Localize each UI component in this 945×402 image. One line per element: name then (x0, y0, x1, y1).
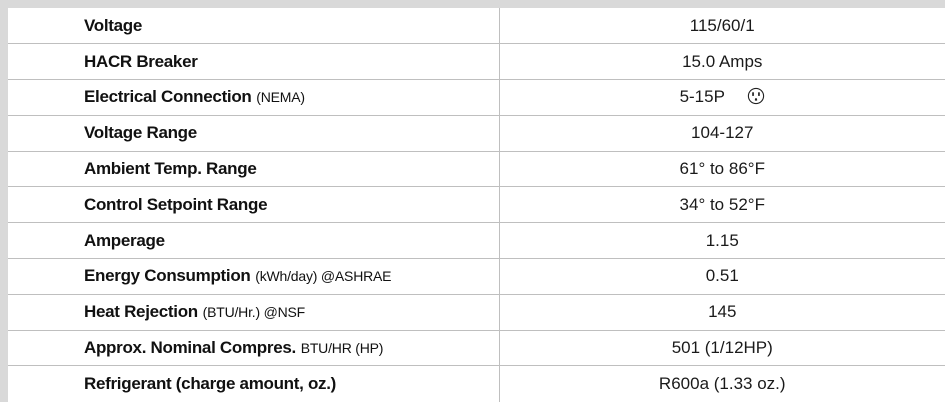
spec-row-ambient-temp-range (8, 151, 945, 187)
spec-label-cell (8, 115, 499, 151)
spec-row-refrigerant (8, 366, 945, 402)
spec-label: HACR Breaker (84, 51, 198, 71)
spec-label-cell (8, 223, 499, 259)
spec-label: Refrigerant (charge amount, oz.) (84, 374, 337, 394)
spec-row-control-setpoint-range (8, 187, 945, 223)
spec-row-heat-rejection (8, 294, 945, 330)
spec-row-voltage (8, 8, 945, 44)
spec-label: Voltage Range (84, 123, 197, 143)
spec-row-voltage-range (8, 115, 945, 151)
spec-label: Control Setpoint Range (84, 194, 268, 214)
spec-label-cell (8, 151, 499, 187)
spec-value: R600a (1.33 oz.) (658, 374, 786, 394)
spec-label: Amperage (84, 230, 165, 250)
spec-row-electrical-connection (8, 80, 945, 116)
spec-label-suffix: (BTU/Hr.) @NSF (202, 304, 306, 321)
spec-label-cell (8, 259, 499, 295)
spec-label-suffix: BTU/HR (HP) (300, 340, 384, 357)
nema-5-15-plug-icon (747, 87, 765, 105)
specifications-table (8, 8, 945, 402)
spec-value: 5-15P (679, 87, 725, 107)
spec-label: Voltage (84, 15, 143, 35)
spec-value: 1.15 (705, 230, 739, 250)
spec-row-amperage (8, 223, 945, 259)
spec-label-cell (8, 366, 499, 402)
spec-label-suffix: (kWh/day) @ASHRAE (255, 268, 392, 285)
spec-value: 34° to 52°F (679, 194, 765, 214)
spec-label-suffix: (NEMA) (256, 89, 305, 106)
spec-label: Approx. Nominal Compres. (84, 338, 296, 358)
spec-label-cell (8, 44, 499, 80)
spec-value: 104-127 (691, 123, 754, 143)
spec-value: 115/60/1 (689, 15, 755, 35)
spec-label-cell (8, 294, 499, 330)
spec-value: 15.0 Amps (682, 51, 763, 71)
spec-label: Heat Rejection (84, 302, 198, 322)
spec-value: 61° to 86°F (679, 159, 765, 179)
spec-label-cell (8, 187, 499, 223)
spec-row-hacr-breaker (8, 44, 945, 80)
spec-value-cell (499, 80, 945, 116)
spec-row-approx-nominal-compres (8, 330, 945, 366)
spec-label-cell (8, 8, 499, 44)
spec-label: Electrical Connection (84, 87, 252, 107)
spec-row-energy-consumption (8, 259, 945, 295)
spec-label-cell (8, 80, 499, 116)
spec-value: 501 (1/12HP) (671, 338, 773, 358)
spec-label: Ambient Temp. Range (84, 159, 257, 179)
spec-value: 145 (708, 302, 737, 322)
spec-value: 0.51 (705, 266, 739, 286)
spec-label-cell (8, 330, 499, 366)
spec-label: Energy Consumption (84, 266, 251, 286)
